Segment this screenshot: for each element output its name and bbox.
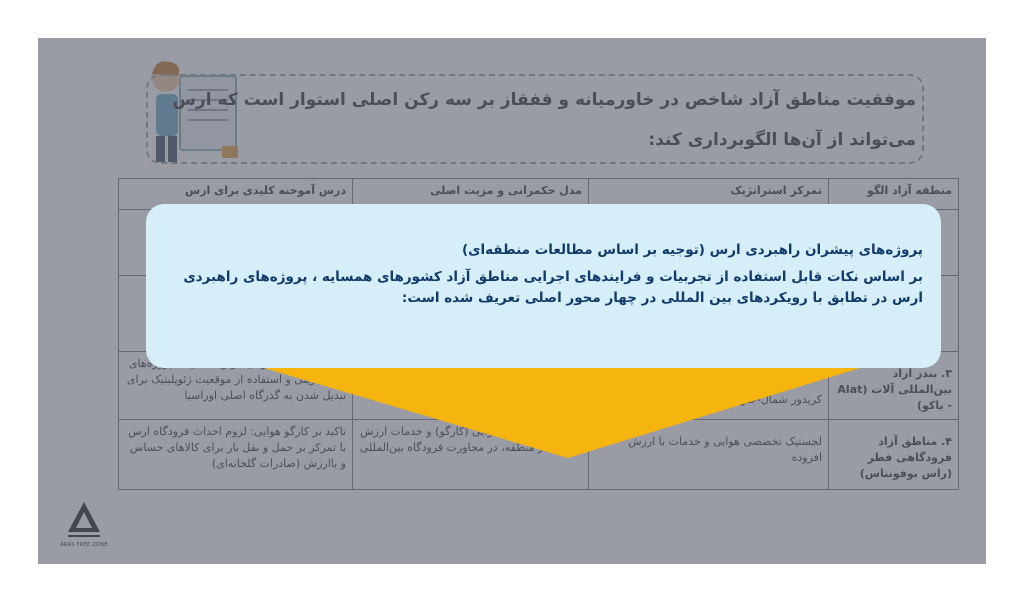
callout-box [146,204,941,368]
callout-title: پروژه‌های پیشران راهبردی ارس (توجیه بر اساس مطالعات منطقه‌ای) [461,242,923,258]
callout-text-line-2: ارس در تطابق با رویکردهای بین المللی در چهار محور اصلی تعریف شده است: [401,290,923,306]
callout-arrow-icon [264,368,860,462]
slide [38,38,986,564]
callout-text-line-1: بر اساس نکات قابل استفاده از تجربیات و فرایندهای اجرایی مناطق آزاد کشورهای همسایه ، پروژه‌های راهبردی [183,269,923,285]
